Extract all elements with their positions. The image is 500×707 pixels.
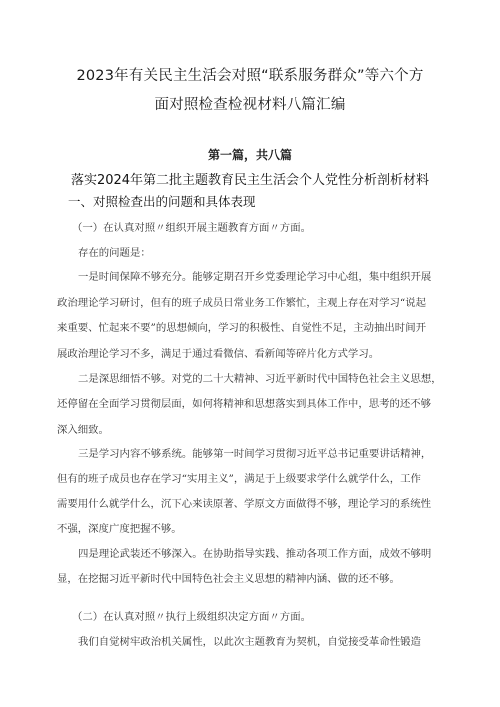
paragraph-line: 深入细致。 (57, 424, 109, 436)
paragraph-line: 展政治理论学习不多，满足于通过看微信、看新闻等碎片化方式学习。 (57, 348, 380, 360)
subject-title: 落实2024年第二批主题教育民主生活会个人党性分析剖析材料 (70, 173, 430, 188)
paragraph-line: 二是深思细悟不够。对党的二十大精神、习近平新时代中国特色社会主义思想， (78, 373, 442, 385)
paragraph-line: 显，在挖掘习近平新时代中国特色社会主义思想的精神内涵、做的还不够。 (57, 573, 400, 585)
section-heading: 第一篇，共八篇 (207, 148, 292, 162)
document-title-line-1: 2023年有关民主生活会对照“联系服务群众”等六个方 (76, 68, 424, 84)
paragraph-line: 四是理论武装还不够深入。在协助指导实践、推动各项工作方面，成效不够明 (78, 548, 432, 560)
paragraph-line: 三是学习内容不够系统。能够第一时间学习贯彻习近平总书记重要讲话精神， (78, 448, 432, 460)
paragraph-line: （二）在认真对照〃执行上级组织决定方面〃方面。 (72, 611, 311, 623)
paragraph-line: 政治理论学习研讨，但有的班子成员日常业务工作繁忙，主观上存在对学习“说起 (57, 297, 426, 309)
paragraph-line: 一是时间保障不够充分。能够定期召开乡党委理论学习中心组，集中组织开展 (78, 271, 432, 283)
paragraph-line: 但有的班子成员也存在学习“实用主义”，满足于上级要求学什么就学什么，工作 (57, 473, 421, 485)
paragraph-line: 我们自觉树牢政治机关属性，以此次主题教育为契机，自觉接受革命性锻造 (78, 636, 421, 648)
paragraph-line: 存在的问题是： (78, 247, 151, 259)
heading-problems: 一、对照检查出的问题和具体表现 (68, 194, 256, 209)
paragraph-line: （一）在认真对照〃组织开展主题教育方面〃方面。 (72, 222, 311, 234)
paragraph-line: 还停留在全面学习贯彻层面，如何将精神和思想落实到具体工作中，思考的还不够 (57, 398, 432, 410)
paragraph-line: 来重要、忙起来不要”的思想倾向，学习的积极性、自觉性不足，主动抽出时间开 (57, 322, 426, 334)
document-title-line-2: 面对照检查检视材料八篇汇编 (154, 97, 346, 113)
paragraph-line: 不强，深度广度把握不够。 (57, 523, 182, 535)
paragraph-line: 需要用什么就学什么，沉下心来读原著、学原文方面做得不够，理论学习的系统性 (57, 498, 432, 510)
